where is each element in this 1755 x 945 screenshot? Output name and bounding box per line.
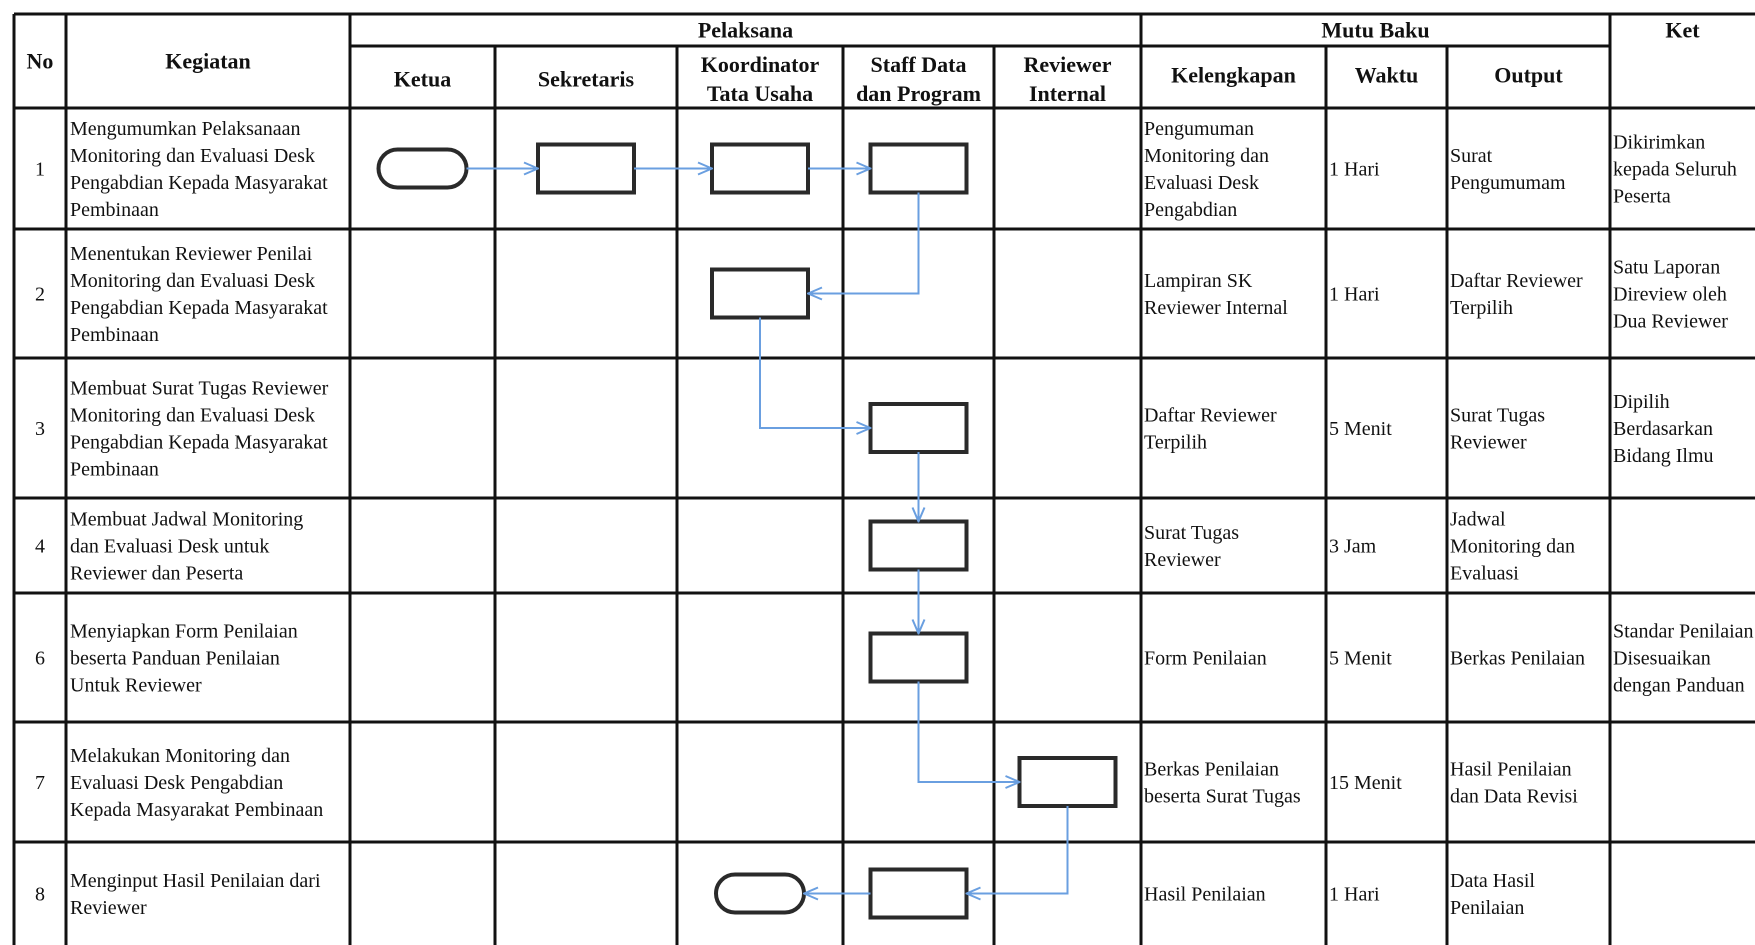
terminator-shape	[379, 150, 467, 188]
header-ket: Ket	[1665, 17, 1700, 43]
row-waktu: 1 Hari	[1329, 883, 1380, 906]
row-output: Jadwal Monitoring dan Evaluasi	[1450, 508, 1575, 585]
process-box	[871, 870, 967, 918]
header-mutu-baku: Mutu Baku	[1321, 17, 1430, 43]
row-waktu: 3 Jam	[1329, 535, 1377, 558]
row-waktu: 1 Hari	[1329, 158, 1380, 181]
process-box	[1020, 758, 1116, 806]
header-mutu: Output	[1494, 62, 1563, 88]
row-output: Surat Tugas Reviewer	[1450, 404, 1546, 454]
row-kelengkapan: Surat Tugas Reviewer	[1144, 522, 1240, 571]
row-no: 2	[35, 283, 45, 306]
row-output: Daftar Reviewer Terpilih	[1450, 270, 1583, 319]
row-no: 8	[35, 883, 45, 906]
flow-arrow	[808, 193, 919, 294]
process-box	[871, 404, 967, 452]
header-pelaksana: Pelaksana	[697, 17, 794, 43]
row-ket: Dipilih Berdasarkan Bidang Ilmu	[1613, 391, 1714, 467]
flow-arrow	[760, 318, 871, 429]
row-kegiatan: Mengumumkan Pelaksanaan Monitoring dan Evaluasi Desk Pengabdian Kepada Masyarakat Pembinaan	[70, 118, 328, 221]
flow-arrow	[919, 682, 1020, 783]
process-box	[871, 145, 967, 193]
header-mutu: Kelengkapan	[1171, 62, 1296, 88]
row-ket: Dikirimkan kepada Seluruh Peserta	[1613, 131, 1737, 208]
row-kegiatan: Menyiapkan Form Penilaian beserta Panduan Penilaian Untuk Reviewer	[70, 620, 298, 697]
header-actor: Ketua	[393, 66, 452, 92]
row-kelengkapan: Pengumuman Monitoring dan Evaluasi Desk Pengabdian	[1144, 118, 1269, 221]
row-kelengkapan: Hasil Penilaian	[1144, 883, 1266, 906]
terminator-shape	[716, 875, 804, 913]
row-waktu: 15 Menit	[1329, 772, 1402, 794]
row-no: 1	[35, 158, 45, 181]
row-no: 4	[35, 535, 45, 558]
header-actor: Staff Data dan Program	[856, 52, 981, 107]
header-actor: Reviewer Internal	[1023, 52, 1112, 107]
row-waktu: 1 Hari	[1329, 283, 1380, 306]
row-ket: Standar Penilaian Disesuaikan dengan Panduan	[1613, 620, 1754, 697]
row-no: 7	[35, 772, 45, 794]
row-output: Data Hasil Penilaian	[1450, 870, 1535, 919]
process-box	[712, 270, 808, 318]
process-box	[871, 634, 967, 682]
row-kegiatan: Menentukan Reviewer Penilai Monitoring dan Evaluasi Desk Pengabdian Kepada Masyarakat Pembinaan	[70, 243, 328, 346]
header-no: No	[26, 48, 54, 74]
row-no: 6	[35, 647, 45, 670]
row-output: Surat Pengumumam	[1450, 145, 1566, 194]
header-mutu: Waktu	[1354, 62, 1419, 88]
row-kelengkapan: Form Penilaian	[1144, 647, 1267, 670]
row-ket: Satu Laporan Direview oleh Dua Reviewer	[1613, 256, 1728, 333]
process-box	[538, 145, 634, 193]
row-output: Hasil Penilaian dan Data Revisi	[1450, 758, 1578, 808]
process-box	[712, 145, 808, 193]
header-kegiatan: Kegiatan	[165, 48, 251, 74]
row-kegiatan: Menginput Hasil Penilaian dari Reviewer	[70, 870, 321, 919]
row-kegiatan: Melakukan Monitoring dan Evaluasi Desk Pengabdian Kepada Masyarakat Pembinaan	[70, 745, 324, 821]
row-waktu: 5 Menit	[1329, 647, 1392, 670]
flow-arrow	[967, 806, 1068, 894]
row-kegiatan: Membuat Jadwal Monitoring dan Evaluasi Desk untuk Reviewer dan Peserta	[70, 508, 304, 585]
row-kelengkapan: Lampiran SK Reviewer Internal	[1144, 270, 1288, 319]
process-box	[871, 522, 967, 570]
row-waktu: 5 Menit	[1329, 418, 1392, 440]
header-actor: Koordinator Tata Usaha	[700, 52, 820, 107]
row-kelengkapan: Daftar Reviewer Terpilih	[1144, 404, 1277, 454]
row-kelengkapan: Berkas Penilaian beserta Surat Tugas	[1144, 758, 1301, 808]
row-output: Berkas Penilaian	[1450, 647, 1585, 670]
header-actor: Sekretaris	[537, 66, 635, 92]
row-kegiatan: Membuat Surat Tugas Reviewer Monitoring dan Evaluasi Desk Pengabdian Kepada Masyarakat Pembinaan	[70, 377, 329, 481]
row-no: 3	[35, 418, 45, 440]
